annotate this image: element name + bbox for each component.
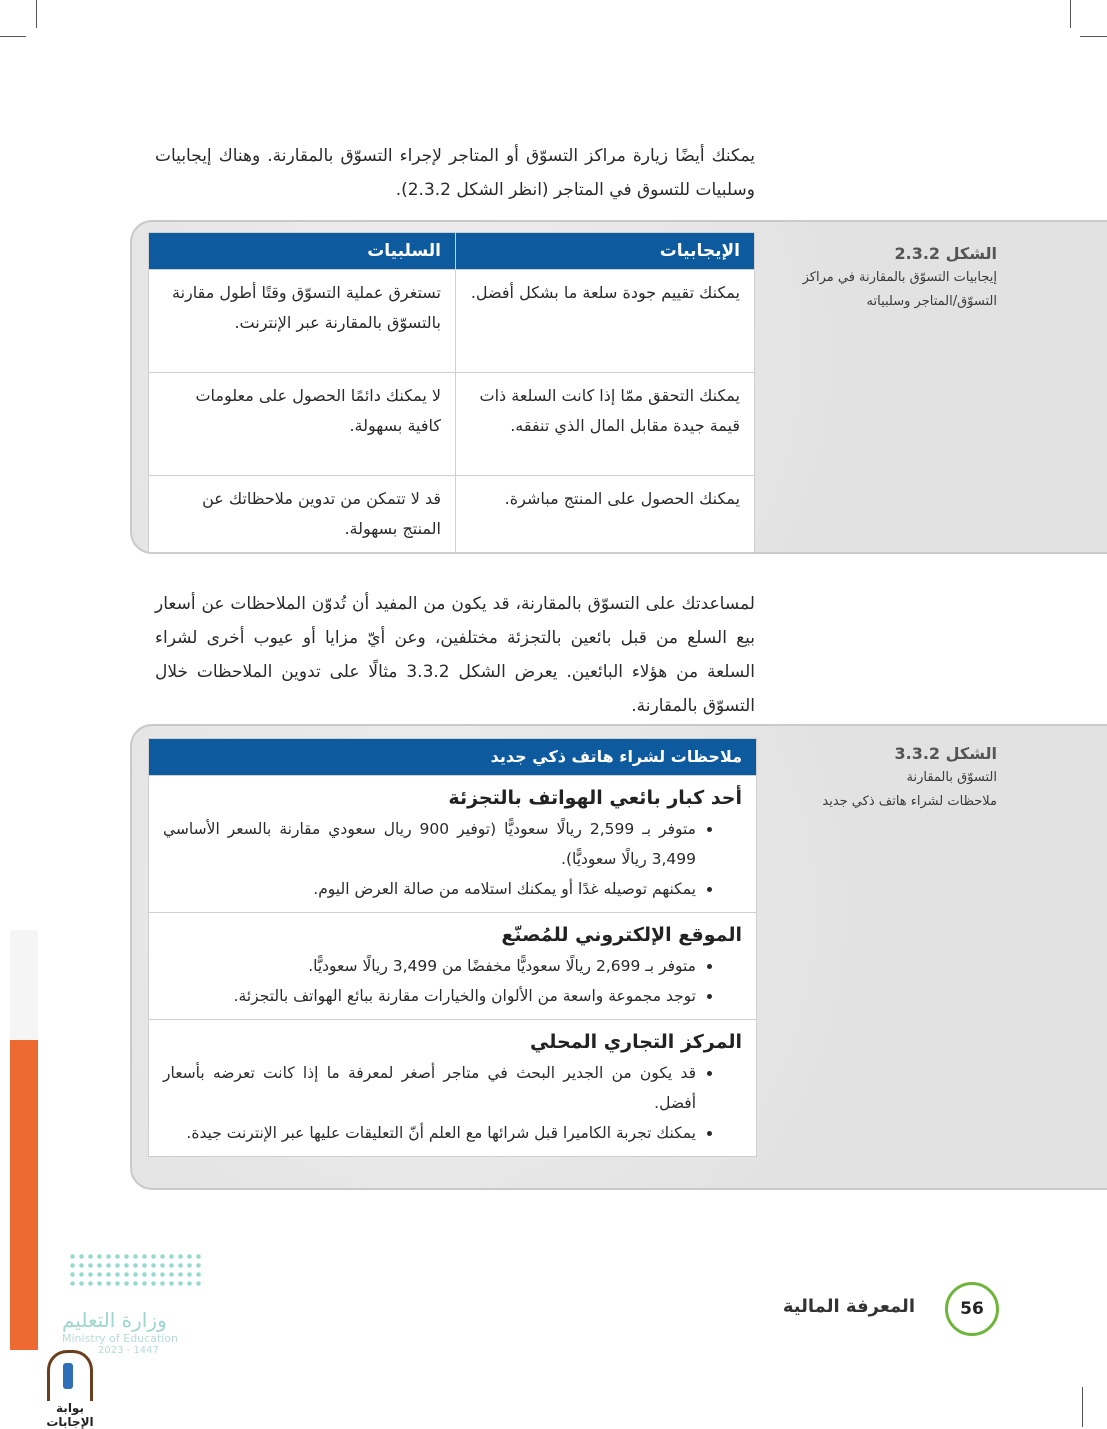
second-paragraph: لمساعدتك على التسوّق بالمقارنة، قد يكون من المفيد أن تُدوّن الملاحظات عن أسعار بيع السلع من قبل بائعين بالتجزئة مختلفين، وعن أيّ مزايا أو عيوب أخرى لشراء السلعة من هؤلاء البائعين. يعرض الشكل 3.3.2 مثالًا على تدوين الملاحظات خلال التسوّق بالمقارنة. [155, 594, 756, 716]
pros-header: الإيجابيات [456, 233, 755, 270]
ministry-name-en: Ministry of Education [62, 1332, 179, 1345]
ministry-logo [62, 1252, 202, 1356]
ministry-name-ar: وزارة التعليم [62, 1308, 167, 1332]
table-row [149, 476, 755, 553]
con-cell: تستغرق عملية التسوّق وقتًا أطول مقارنة بالتسوّق بالمقارنة عبر الإنترنت. [149, 270, 456, 373]
notes-header: ملاحظات لشراء هاتف ذكي جديد [149, 739, 756, 775]
list-item: • متوفر بـ 2,699 ريالًا سعوديًّا مخفضًا من 3,499 ريالًا سعوديًّا. [163, 951, 696, 981]
crop-mark [0, 36, 26, 37]
portal-label: بوابة الإجابات [46, 1401, 94, 1429]
pro-cell: يمكنك التحقق ممّا إذا كانت السلعة ذات قيمة جيدة مقابل المال الذي تنفقه. [456, 373, 755, 476]
section-title: المركز التجاري المحلي [530, 1031, 742, 1053]
portal-logo [32, 1350, 108, 1429]
crop-mark [36, 0, 37, 28]
figure-caption [797, 242, 997, 314]
book-title: المعرفة المالية [782, 1296, 915, 1317]
section-title: أحد كبار بائعي الهواتف بالتجزئة [448, 787, 742, 809]
notes-section [149, 775, 756, 912]
pro-cell: يمكنك الحصول على المنتج مباشرة. [456, 476, 755, 553]
intro-paragraph: يمكنك أيضًا زيارة مراكز التسوّق أو المتاجر لإجراء التسوّق بالمقارنة. وهناك إيجابيات وسلبيات للتسوق في المتاجر (انظر الشكل 2.3.2). [155, 146, 755, 200]
figure-caption-line: ملاحظات لشراء هاتف ذكي جديد [822, 794, 997, 809]
pro-cell: يمكنك تقييم جودة سلعة ما بشكل أفضل. [456, 270, 755, 373]
figure-caption-line: التسوّق بالمقارنة [906, 770, 997, 785]
notes-section [149, 912, 756, 1019]
notes-section [149, 1019, 756, 1156]
figure-caption [822, 742, 997, 814]
table-row [149, 270, 755, 373]
con-cell: قد لا تتمكن من تدوين ملاحظاتك عن المنتج بسهولة. [149, 476, 456, 553]
list-item: • يمكنهم توصيله غدًا أو يمكنك استلامه من صالة العرض اليوم. [163, 874, 696, 904]
crop-mark [1070, 0, 1071, 28]
list-item: • متوفر بـ 2,599 ريالًا سعوديًّا (توفير 900 ريال سعودي مقارنة بالسعر الأساسي 3,499 ريالًا سعوديًّا). [163, 814, 696, 874]
con-cell: لا يمكنك دائمًا الحصول على معلومات كافية بسهولة. [149, 373, 456, 476]
cons-header: السلبيات [149, 233, 456, 270]
section-title: الموقع الإلكتروني للمُصنّع [501, 924, 742, 946]
side-book-image [10, 930, 38, 1350]
figure-number: الشكل 3.3.2 [894, 744, 997, 763]
pros-cons-table [148, 232, 755, 553]
list-item: • توجد مجموعة واسعة من الألوان والخيارات مقارنة ببائع الهواتف بالتجزئة. [163, 981, 696, 1011]
figure-number: الشكل 2.3.2 [894, 244, 997, 263]
shopping-notes-box [148, 738, 757, 1157]
page-number: 56 [945, 1282, 999, 1336]
table-row [149, 373, 755, 476]
crop-mark [1082, 1387, 1083, 1427]
ministry-dots-icon [68, 1252, 202, 1288]
list-item: • قد يكون من الجدير البحث في متاجر أصغر لمعرفة ما إذا كانت تعرضه بأسعار أفضل. [163, 1058, 696, 1118]
crop-mark [1080, 36, 1107, 37]
arch-pen-icon [47, 1350, 93, 1401]
ministry-year: 2023 - 1447 [98, 1345, 159, 1356]
figure-caption-text: إيجابيات التسوّق بالمقارنة في مراكز التسوّق/المتاجر وسلبياته [802, 270, 997, 309]
list-item: • يمكنك تجربة الكاميرا قبل شرائها مع العلم أنّ التعليقات عليها عبر الإنترنت جيدة. [163, 1118, 696, 1148]
